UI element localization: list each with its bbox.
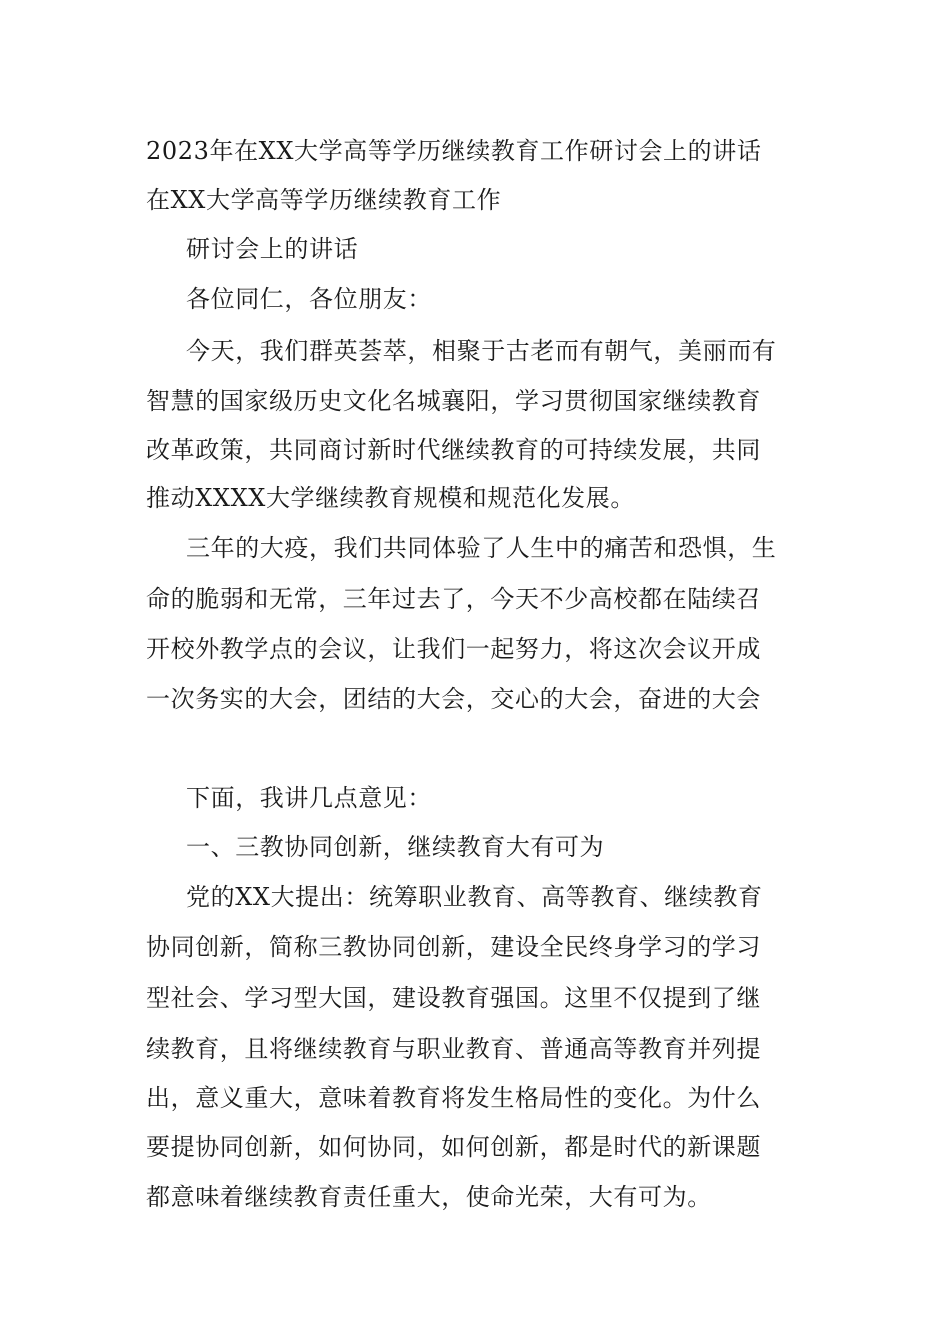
salutation: 各位同仁，各位朋友： xyxy=(186,285,432,313)
paragraph-2-line: 开校外教学点的会议，让我们一起努力，将这次会议开成 xyxy=(146,635,761,663)
paragraph-3-line: 续教育，且将继续教育与职业教育、普通高等教育并列提 xyxy=(146,1035,761,1063)
paragraph-1-line: 智慧的国家级历史文化名城襄阳，学习贯彻国家继续教育 xyxy=(146,387,761,415)
document-title: 2023年在XX大学高等学历继续教育工作研讨会上的讲话 xyxy=(146,137,762,165)
paragraph-2-line: 一次务实的大会，团结的大会，交心的大会，奋进的大会 xyxy=(146,685,761,713)
paragraph-2-line: 三年的大疫，我们共同体验了人生中的痛苦和恐惧，生 xyxy=(186,534,777,562)
intro-line: 下面，我讲几点意见： xyxy=(186,784,432,812)
paragraph-3-line: 协同创新，简称三教协同创新，建设全民终身学习的学习 xyxy=(146,933,761,961)
paragraph-2-line: 命的脆弱和无常，三年过去了，今天不少高校都在陆续召 xyxy=(146,585,761,613)
subtitle-line-1: 在XX大学高等学历继续教育工作 xyxy=(146,186,502,214)
paragraph-1-line: 改革政策，共同商讨新时代继续教育的可持续发展，共同 xyxy=(146,436,761,464)
paragraph-3-line: 要提协同创新，如何协同，如何创新，都是时代的新课题 xyxy=(146,1133,761,1161)
paragraph-3-line: 都意味着继续教育责任重大，使命光荣，大有可为。 xyxy=(146,1183,712,1211)
paragraph-3-line: 型社会、学习型大国，建设教育强国。这里不仅提到了继 xyxy=(146,984,761,1012)
paragraph-1-line: 推动XXXX大学继续教育规模和规范化发展。 xyxy=(146,484,635,512)
paragraph-3-line: 出，意义重大，意味着教育将发生格局性的变化。为什么 xyxy=(146,1084,761,1112)
paragraph-3-line: 党的XX大提出：统筹职业教育、高等教育、继续教育 xyxy=(186,883,763,911)
paragraph-1-line: 今天，我们群英荟萃，相聚于古老而有朝气，美丽而有 xyxy=(186,337,777,365)
section-1-heading: 一、三教协同创新，继续教育大有可为 xyxy=(186,833,605,861)
subtitle-line-2: 研讨会上的讲话 xyxy=(186,235,359,263)
